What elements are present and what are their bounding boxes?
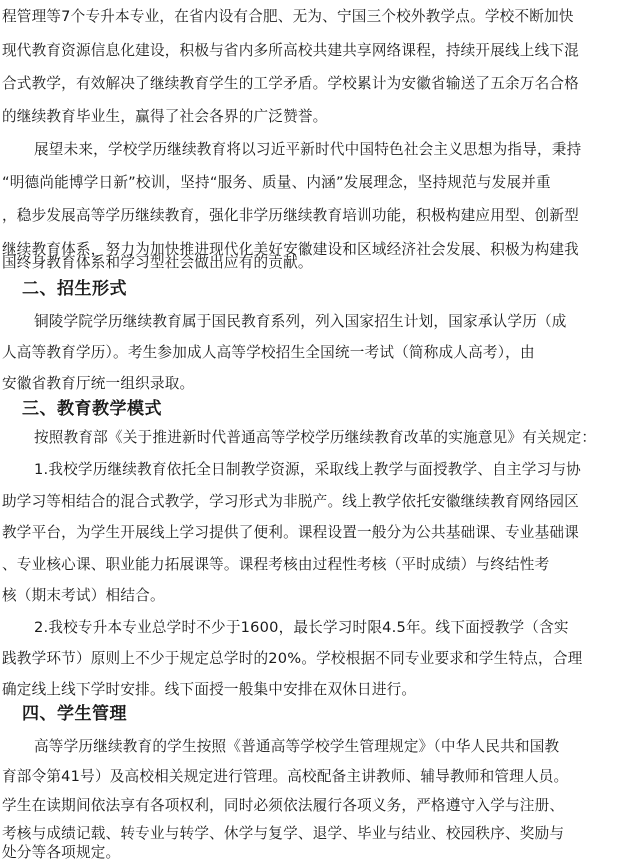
text-line: 现代教育资源信息化建设，积极与省内多所高校共建共享网络课程，持续开展线上线下混 <box>2 42 579 59</box>
section-heading: 四、学生管理 <box>22 704 127 724</box>
text-line: 高等学历继续教育的学生按照《普通高等学校学生管理规定》（中华人民共和国教 <box>34 738 560 755</box>
text-line: 、专业核心课、职业能力拓展课等。课程考核由过程性考核（平时成绩）与终结性考 <box>2 556 550 573</box>
text-line: 确定线上线下学时安排。线下面授一般集中安排在双休日进行。 <box>2 681 417 698</box>
text-line: 1.我校学历继续教育依托全日制教学资源，采取线上教学与面授教学、自主学习与协 <box>34 461 581 478</box>
text-line: 育部令第41号）及高校相关规定进行管理。高校配备主讲教师、辅导教师和管理人员。 <box>2 768 569 785</box>
text-line: 合式教学，有效解决了继续教育学生的工学矛盾。学校累计为安徽省输送了五余万名合格 <box>2 75 579 92</box>
text-line: 展望未来，学校学历继续教育将以习近平新时代中国特色社会主义思想为指导，秉持 <box>34 141 582 158</box>
text-line: 2.我校专升本专业总学时不少于1600，最长学习时限4.5年。线下面授教学（含实 <box>34 619 569 636</box>
text-line: 考核与成绩记载、转专业与转学、休学与复学、退学、毕业与结业、校园秩序、奖励与 <box>2 825 565 842</box>
text-line: 助学习等相结合的混合式教学，学习形式为非脱产。线上教学依托安徽继续教育网络园区 <box>2 493 579 510</box>
section-heading: 二、招生形式 <box>22 279 127 299</box>
text-line: 学生在读期间依法享有各项权利，同时必须依法履行各项义务，严格遵守入学与注册、 <box>2 797 565 814</box>
text-line: 教学平台，为学生开展线上学习提供了便利。课程设置一般分为公共基础课、专业基础课 <box>2 524 579 541</box>
text-line: ，稳步发展高等学历继续教育，强化非学历继续教育培训功能，积极构建应用型、创新型 <box>2 207 579 224</box>
text-line: 人高等教育学历）。考生参加成人高等学校招生全国统一考试（简称成人高考），由 <box>2 344 535 361</box>
text-line: 处分等各项规定。 <box>2 844 121 861</box>
text-line: “明德尚能博学日新”校训，坚持“服务、质量、内涵”发展理念，坚持规范与发展并重 <box>2 174 551 191</box>
text-line: 的继续教育毕业生，赢得了社会各界的广泛赞誉。 <box>2 108 328 125</box>
text-line: 国终身教育体系和学习型社会做出应有的贡献。 <box>2 254 313 271</box>
text-line: 按照教育部《关于推进新时代普通高等学校学历继续教育改革的实施意见》有关规定： <box>34 429 597 446</box>
section-heading: 三、教育教学模式 <box>22 399 162 419</box>
text-line: 继续教育体系，努力为加快推进现代化美好安徽建设和区域经济社会发展、积极为构建我 <box>2 241 579 258</box>
text-line: 核（期末考试）相结合。 <box>2 587 165 604</box>
text-line: 程管理等7个专升本专业，在省内设有合肥、无为、宁国三个校外教学点。学校不断加快 <box>2 8 574 25</box>
text-line: 践教学环节）原则上不少于规定总学时的20%。学校根据不同专业要求和学生特点，合理 <box>2 650 583 667</box>
text-line: 安徽省教育厅统一组织录取。 <box>2 375 195 392</box>
text-line: 铜陵学院学历继续教育属于国民教育系列，列入国家招生计划，国家承认学历（成 <box>34 313 567 330</box>
